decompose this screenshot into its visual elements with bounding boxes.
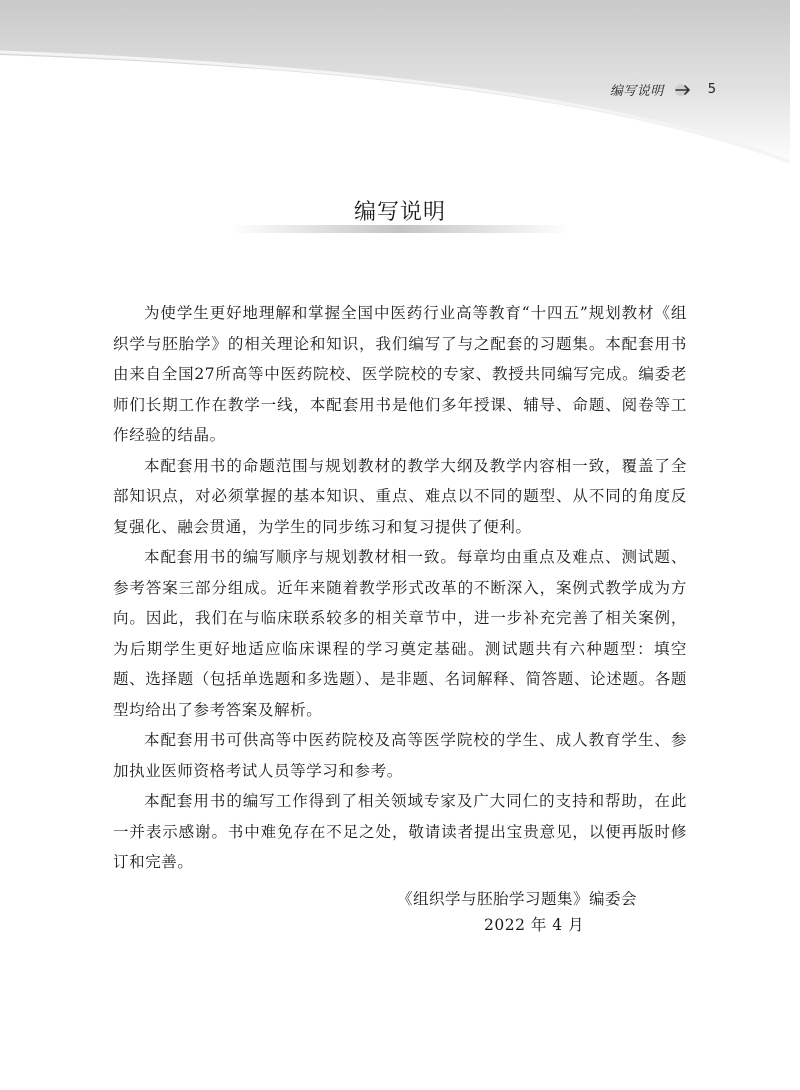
- page-number: 5: [707, 82, 716, 97]
- page-title: 编写说明: [353, 200, 446, 225]
- editorial-committee: 《组织学与胚胎学习题集》编委会: [397, 890, 638, 908]
- running-head-section: 编写说明: [609, 84, 664, 99]
- preface-body: [113, 298, 687, 878]
- signature-date: 2022 年 4 月: [484, 916, 585, 934]
- paragraph: 本配套用书可供高等中医药院校及高等医学院校的学生、成人教育学生、参加执业医师资格考试人员等学习和参考。: [113, 731, 687, 780]
- arrow-right-icon: [674, 83, 692, 97]
- paragraph: 本配套用书的命题范围与规划教材的教学大纲及教学内容相一致，覆盖了全部知识点，对必须掌握的基本知识、重点、难点以不同的题型、从不同的角度反复强化、融会贯通，为学生的同步练习和复习提供了便利。: [113, 456, 687, 536]
- paragraph: 为使学生更好地理解和掌握全国中医药行业高等教育“十四五”规划教材《组织学与胚胎学》的相关理论和知识，我们编写了与之配套的习题集。本配套用书由来自全国27所高等中医药院校、医学院校的专家、教授共同编写完成。编委老师们长期工作在教学一线，本配套用书是他们多年授课、辅导、命题、阅卷等工作经验的结晶。: [113, 304, 687, 444]
- paragraph: 本配套用书的编写工作得到了相关领域专家及广大同仁的支持和帮助，在此一并表示感谢。书中难免存在不足之处，敬请读者提出宝贵意见，以便再版时修订和完善。: [113, 792, 687, 871]
- paragraph: 本配套用书的编写顺序与规划教材相一致。每章均由重点及难点、测试题、参考答案三部分组成。近年来随着教学形式改革的不断深入，案例式教学成为方向。因此，我们在与临床联系较多的相关章节中，进一步补充完善了相关案例，为后期学生更好地适应临床课程的学习奠定基础。测试题共有六种题型：填空题、选择题（包括单选题和多选题）、是非题、名词解释、简答题、论述题。各题型均给出了参考答案及解析。: [113, 548, 687, 719]
- header-swoosh-graphic: [0, 0, 800, 200]
- title-block: [0, 195, 800, 226]
- header-band: [0, 0, 800, 200]
- running-head: [610, 80, 716, 99]
- title-underline: [230, 225, 570, 233]
